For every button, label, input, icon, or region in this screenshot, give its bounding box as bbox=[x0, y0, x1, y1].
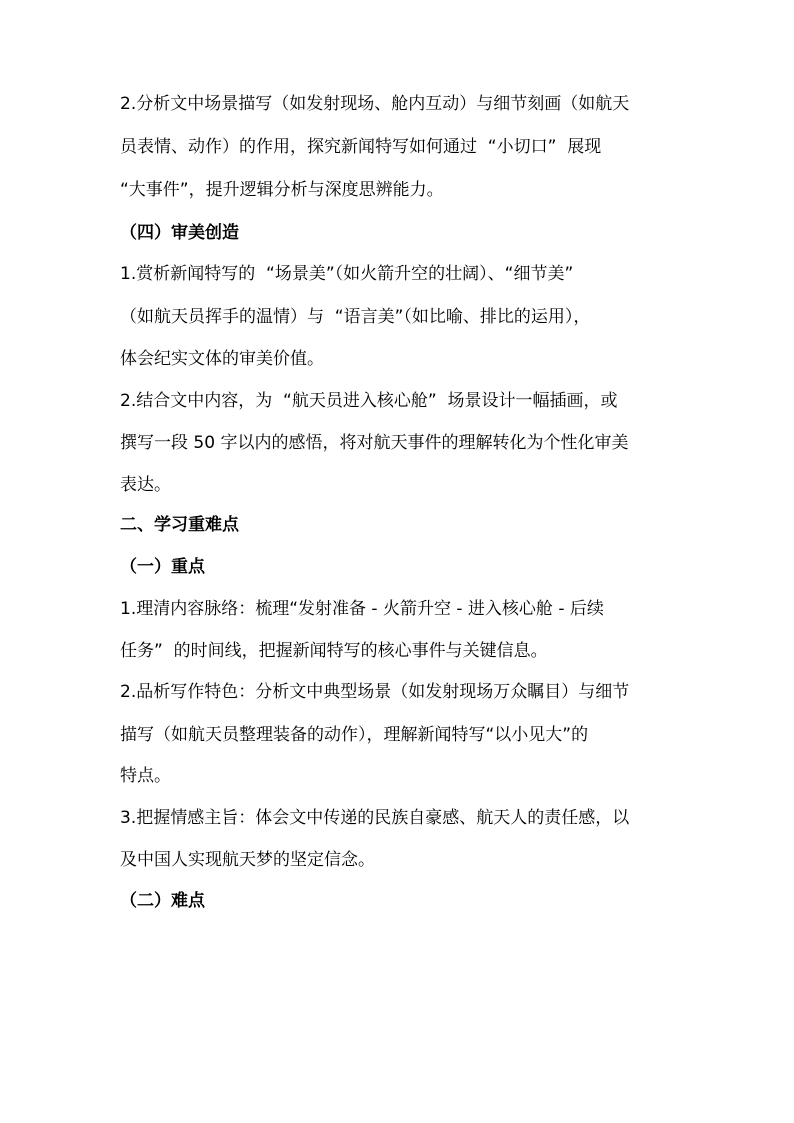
paragraph-line: 体会纪实文体的审美价值。 bbox=[120, 349, 324, 369]
paragraph-line: 任务” 的时间线，把握新闻特写的核心事件与关键信息。 bbox=[120, 641, 548, 661]
paragraph-line: 描写（如航天员整理装备的动作），理解新闻特写“以小见大”的 bbox=[120, 725, 589, 745]
paragraph-line: 1.赏析新闻特写的 “场景美”（如火箭升空的壮阔）、“细节美” bbox=[120, 264, 574, 284]
paragraph-line: 表达。 bbox=[120, 475, 171, 495]
paragraph-line: 员表情、动作）的作用，探究新闻特写如何通过 “小切口” 展现 bbox=[120, 137, 602, 157]
paragraph-line: 撰写一段 50 字以内的感悟，将对航天事件的理解转化为个性化审美 bbox=[120, 433, 629, 453]
section-heading: （二）难点 bbox=[120, 891, 205, 911]
paragraph-line: 1.理清内容脉络：梳理“发射准备 - 火箭升空 - 进入核心舱 - 后续 bbox=[120, 599, 604, 619]
paragraph-line: （如航天员挥手的温情）与 “语言美”（如比喻、排比的运用）， bbox=[120, 307, 591, 327]
paragraph-line: “大事件”，提升逻辑分析与深度思辨能力。 bbox=[120, 180, 444, 200]
paragraph-line: 特点。 bbox=[120, 766, 171, 786]
paragraph-line: 2.结合文中内容，为 “航天员进入核心舱” 场景设计一幅插画，或 bbox=[120, 391, 618, 411]
section-heading: （一）重点 bbox=[120, 557, 205, 577]
paragraph-line: 3.把握情感主旨：体会文中传递的民族自豪感、航天人的责任感，以 bbox=[120, 808, 630, 828]
paragraph-line: 2.分析文中场景描写（如发射现场、舱内互动）与细节刻画（如航天 bbox=[120, 94, 630, 114]
paragraph-line: 及中国人实现航天梦的坚定信念。 bbox=[120, 850, 375, 870]
section-heading: 二、学习重难点 bbox=[120, 515, 239, 535]
paragraph-line: 2.品析写作特色：分析文中典型场景（如发射现场万众瞩目）与细节 bbox=[120, 682, 630, 702]
section-heading: （四）审美创造 bbox=[120, 223, 239, 243]
